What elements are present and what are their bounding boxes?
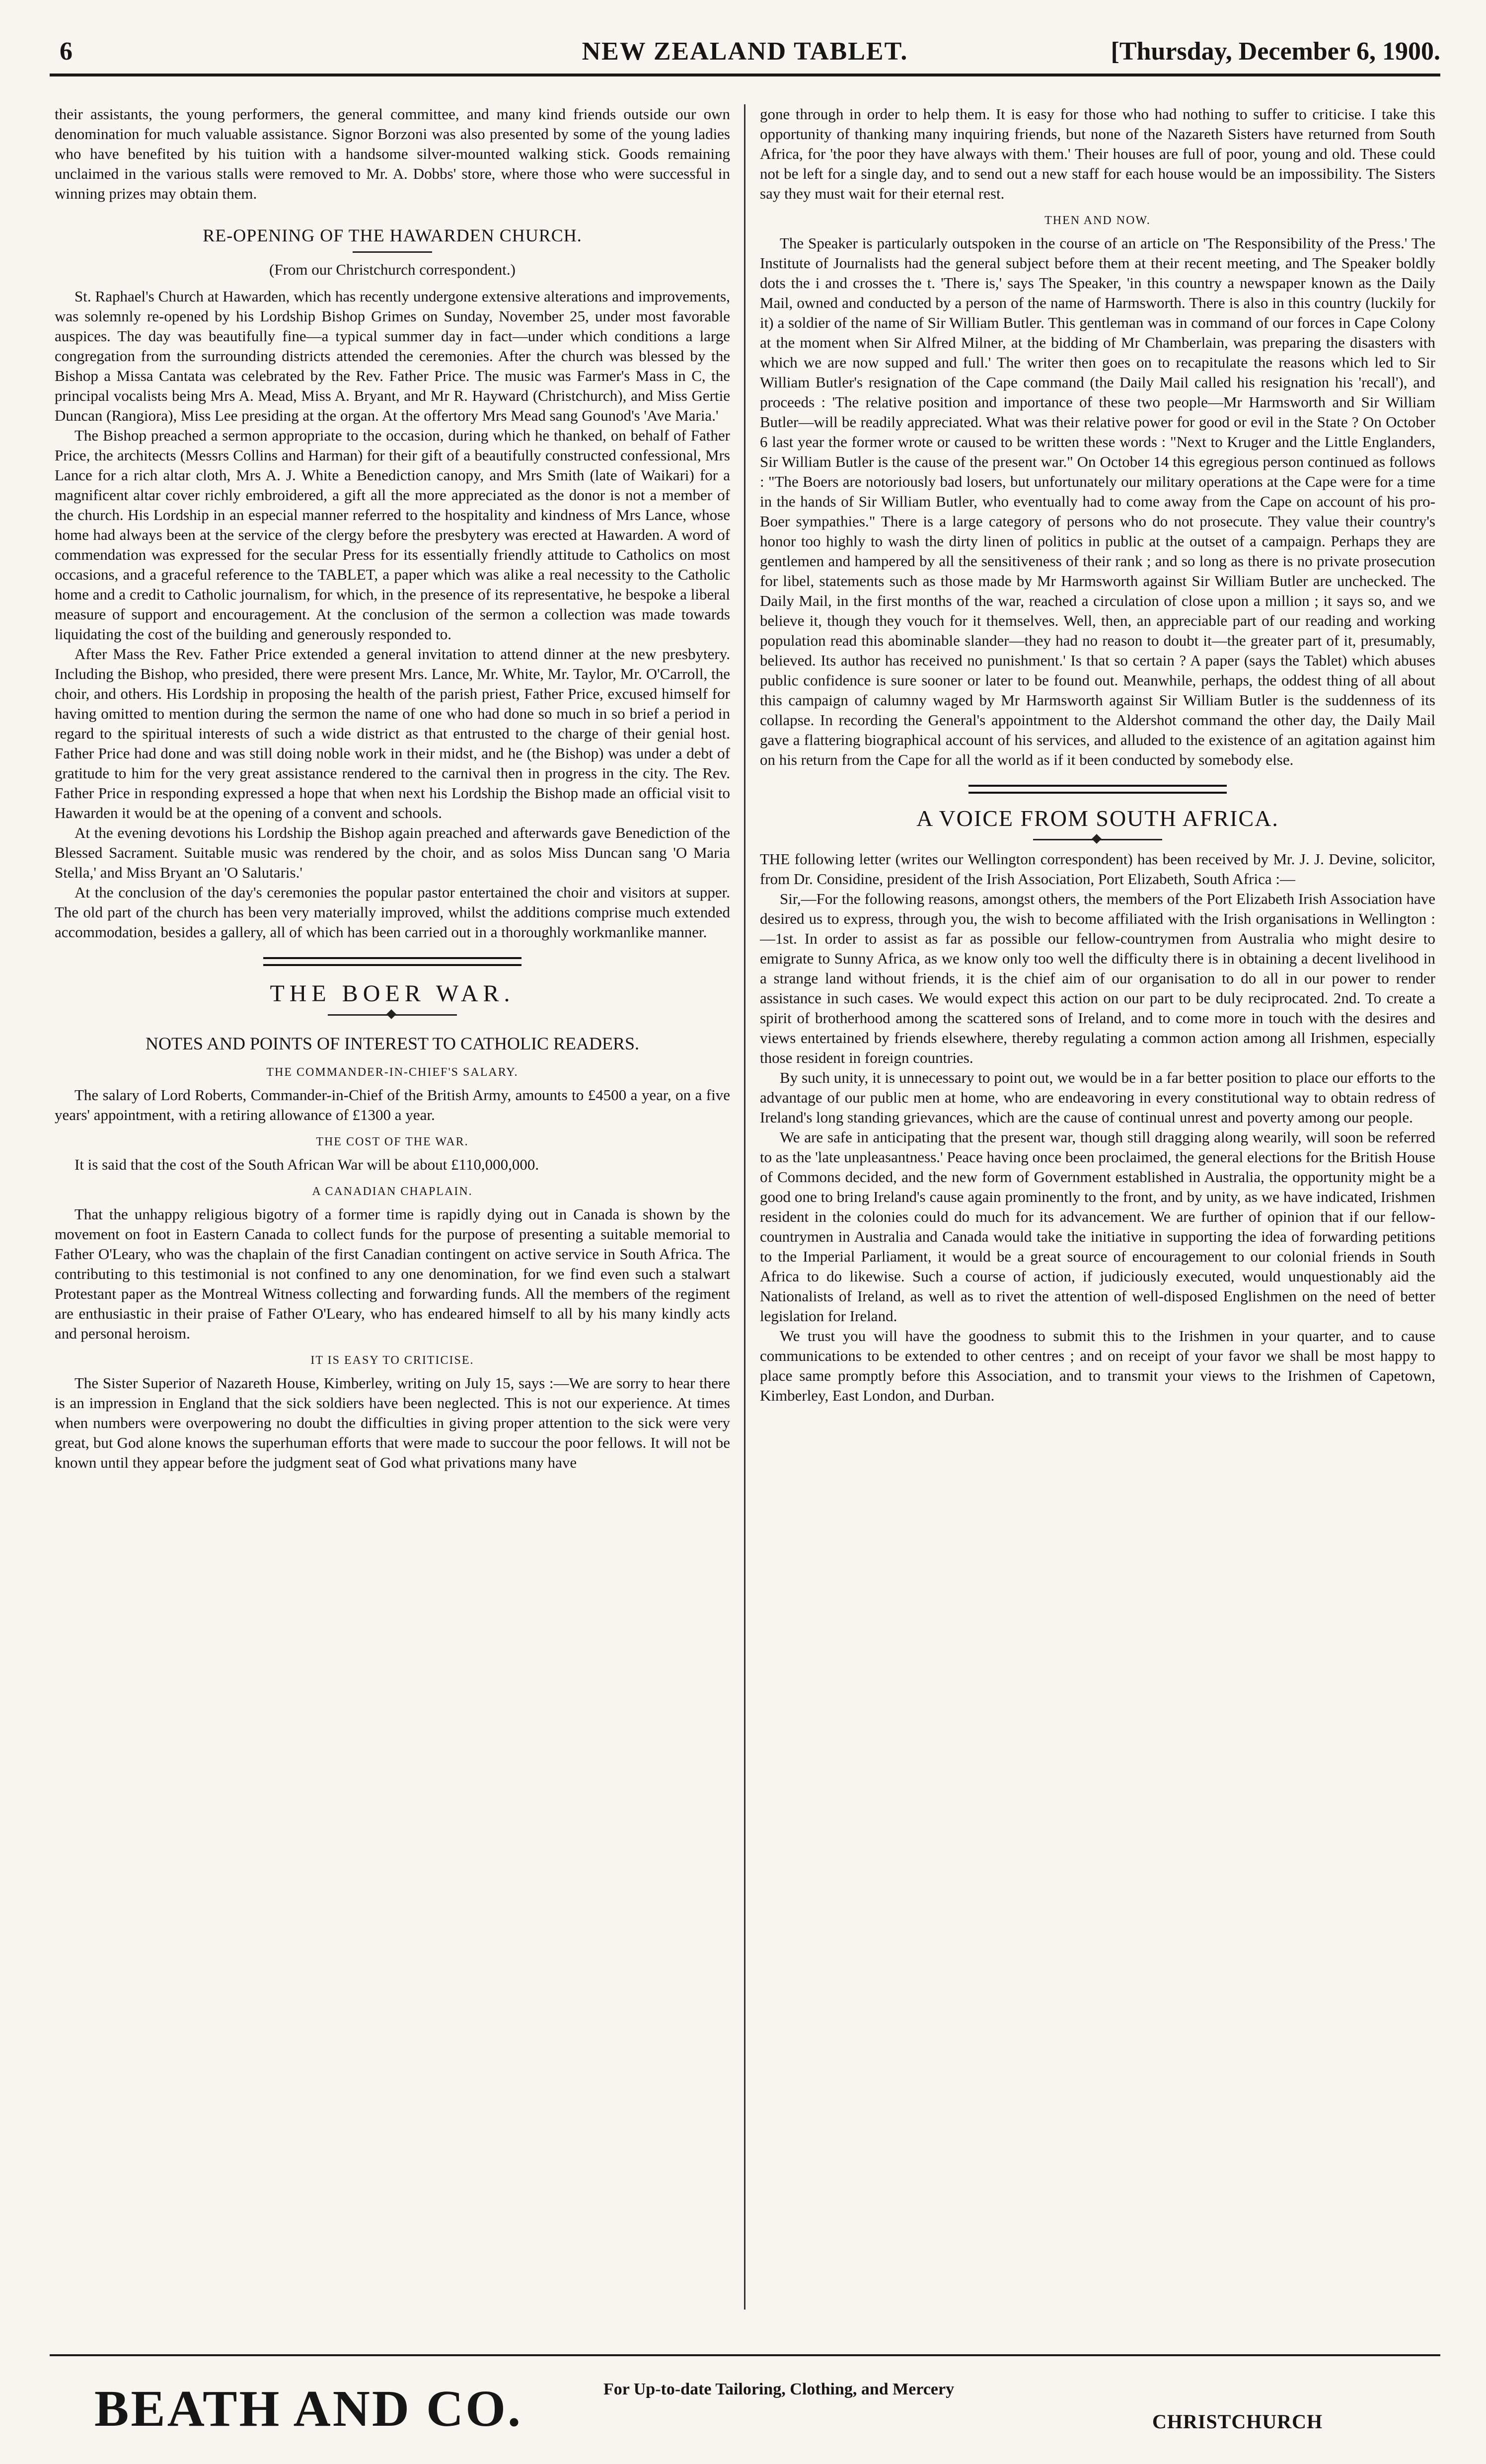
voice-paragraph: We trust you will have the goodness to submit this to the Irishmen in your quarter, and to cause communications to be extended to other centres ; and on receipt of your favor we shall be most happy to place same promptly before this Association, and to transmit your views to the Irishmen of Capetown, Kimberley, East London, and Durban. — [760, 1327, 1435, 1404]
section-rule — [968, 785, 1227, 794]
ornament-rule — [1033, 834, 1162, 844]
hawarden-paragraph: At the evening devotions his Lordship the Bishop again preached and afterwards gave Benediction of the Blessed Sacrament. Suitable music was rendered by the choir, and as solos Miss Duncan sang 'O Maria Stella,' and Miss Bryant an 'O Salutaris.' — [55, 824, 730, 881]
boer-war-heading: THE BOER WAR. — [270, 980, 515, 1007]
newspaper-title: NEW ZEALAND TABLET. — [582, 37, 908, 66]
section-title: IT IS EASY TO CRITICISE. — [310, 1354, 474, 1367]
header-rule — [50, 74, 1440, 76]
then-and-now-title: THEN AND NOW. — [1044, 214, 1151, 227]
issue-date: [Thursday, December 6, 1900. — [1111, 37, 1440, 66]
section-text: The salary of Lord Roberts, Commander-in-Chief of the British Army, amounts to £4500 a year, on a five years' appointment, with a retiring allowance of £1300 a year. — [55, 1086, 730, 1123]
advert-name: BEATH AND CO. — [94, 2380, 522, 2437]
voice-paragraph: By such unity, it is unnecessary to point out, we would be in a far better position to place our efforts to the advantage of our public men at home, who are endeavoring in every constitutional way to obtain redress of Ireland's long standing grievances, which are the cause of continual unrest and poverty among our people. — [760, 1069, 1435, 1126]
voice-paragraph: Sir,—For the following reasons, amongst others, the members of the Port Elizabeth Irish Association have desired us to express, through you, the wish to become affiliated with the Irish organisations in Wellington :—1st. In order to assist as far as possible our fellow-countrymen from Australia who might desire to emigrate to Sunny Africa, as we know only too well the difficulty there is in obtaining a decent livelihood in a strange land without friends, it is the chief aim of our organisation to do all in our power to render assistance in such cases. We would expect this action on our part to be duly reciprocated. 2nd. To create a spirit of brotherhood among the scattered sons of Ireland, and to come more in touch with the desires and views entertained by friends elsewhere, thereby regulating a common action among all Irishmen, especially those resident in foreign countries. — [760, 890, 1435, 1066]
heading-rule — [353, 251, 432, 253]
intro-paragraph: their assistants, the young performers, the general committee, and many kind friends outside our own denomination for much valuable assistance. Signor Borzoni was also presented by some of the young ladies who have benefited by his tuition with a handsome silver-mounted walking stick. Goods remaining unclaimed in the various stalls were removed to Mr. A. Dobbs' store, where those who were successful in winning prizes may obtain them. — [55, 105, 730, 202]
voice-heading: A VOICE FROM SOUTH AFRICA. — [916, 806, 1279, 831]
continuation-paragraph: gone through in order to help them. It is easy for those who had nothing to suffer to criticise. I take this opportunity of thanking many inquiring friends, but none of the Nazareth Sisters have returned from South Africa, for 'the poor they have always with them.' Their houses are full of poor, young and old. These could not be left for a single day, and to send out a new staff for each house would be an impossibility. The Sisters say they must wait for their eternal rest. — [760, 105, 1435, 202]
section-rule — [263, 957, 521, 966]
boer-war-subheading: NOTES AND POINTS OF INTEREST TO CATHOLIC READERS. — [145, 1034, 640, 1053]
advert-text: For Up-to-date Tailoring, Clothing, and Mercery — [603, 2380, 955, 2398]
advert-rule — [50, 2354, 1440, 2356]
hawarden-paragraph: At the conclusion of the day's ceremonies the popular pastor entertained the choir and visitors at supper. The old part of the church has been very materially improved, whilst the additions comprise much extended accommodation, besides a gallery, all of which has been carried out in a thoroughly workmanlike manner. — [55, 884, 730, 941]
section-title: THE COMMANDER-IN-CHIEF'S SALARY. — [266, 1066, 519, 1079]
advert-city: CHRISTCHURCH — [1152, 2410, 1323, 2433]
page-number: 6 — [60, 37, 73, 66]
hawarden-paragraph: After Mass the Rev. Father Price extended a general invitation to attend dinner at the new presbytery. Including the Bishop, who presided, there were present Mrs. Lance, Mr. White, Mr. Taylor, Mr. O'Carroll, the choir, and others. His Lordship in proposing the health of the parish priest, Father Price, excused himself for having omitted to mention during the sermon the name of one who had done so much in so brief a period in regard to the spiritual interests of such a wide district as that entrusted to the charge of their genial host. Father Price had done and was still doing noble work in their midst, and he (the Bishop) was under a debt of gratitude to him for the very great assistance rendered to the carnival then in progress in the city. The Rev. Father Price in responding expressed a hope that when next his Lordship the Bishop made an official visit to Hawarden it would be at the opening of a convent and schools. — [55, 645, 730, 821]
section-text: It is said that the cost of the South African War will be about £110,000,000. — [74, 1156, 539, 1173]
hawarden-paragraph: The Bishop preached a sermon appropriate to the occasion, during which he thanked, on behalf of Father Price, the architects (Messrs Collins and Harman) for their gift of a beautifully constructed confessional, Mrs Lance for a rich altar cloth, Mrs A. J. White a Benediction canopy, and Mrs Smith (late of Waikari) for a magnificent altar cover richly embroidered, a gift all the more appreciated as the donor is not a member of the church. His Lordship in an especial manner referred to the hospitality and kindness of Mrs Lance, whose home had always been at the service of the clergy before the presbytery was erected at Hawarden. A word of commendation was expressed for the secular Press for its essentially friendly attitude to Catholics on most occasions, and a graceful reference to the TABLET, a paper which was alike a real necessity to the Catholic home and a credit to Catholic journalism, for which, in the presence of its representative, he bespoke a liberal measure of support and encouragement. At the conclusion of the sermon a collection was made towards liquidating the cost of the building and generously responded to. — [55, 427, 730, 643]
voice-paragraph: We are safe in anticipating that the present war, though still dragging along wearily, will soon be referred to as the 'late unpleasantness.' Peace having once been proclaimed, the general elections for the British House of Commons decided, and the new form of Government established in Australia, the opportunity might be a good one to bring Ireland's cause again prominently to the front, and by unity, as we have indicated, Irishmen resident in the colonies could do much for its advancement. We are further of opinion that if our fellow-countrymen in Australia and Canada would take the initiative in supporting the idea of forwarding petitions to the Imperial Parliament, it would be a great source of encouragement to our colonial friends in South Africa to do likewise. Such a course of action, if judiciously executed, would unquestionably aid the Nationalists of Ireland, as well as to rivet the attention of well-disposed Englishmen on the need of better legislation for Ireland. — [760, 1128, 1435, 1325]
section-text: The Sister Superior of Nazareth House, Kimberley, writing on July 15, says :—We are sorry to hear there is an impression in England that the sick soldiers have been neglected. This is not our experience. At times when numbers were overpowering no doubt the difficulties in giving proper attention to the sick were very great, but God alone knows the superhuman efforts that were made to succour the poor fellows. It will not be known until they appear before the judgment seat of God what privations many have — [55, 1374, 730, 1471]
section-title: A CANADIAN CHAPLAIN. — [312, 1185, 473, 1198]
ornament-rule — [328, 1010, 457, 1020]
hawarden-paragraph: St. Raphael's Church at Hawarden, which has recently undergone extensive alterations and improvements, was solemnly re-opened by his Lordship Bishop Grimes on Sunday, November 25, under most favorable auspices. The day was beautifully fine—a typical summer day in fact—under which conditions a large congregation from the surrounding districts attended the ceremonies. After the church was blessed by the Bishop a Missa Cantata was celebrated by the Rev. Father Price. The music was Farmer's Mass in C, the principal vocalists being Mrs A. Mead, Miss A. Bryant, and Mr R. Hayward (Christchurch), and Miss Gertie Duncan (Rangiora), Miss Lee presiding at the organ. At the offertory Mrs Mead sang Gounod's 'Ave Maria.' — [55, 288, 730, 424]
column-divider — [744, 104, 745, 2310]
voice-intro: THE following letter (writes our Wellington correspondent) has been received by Mr. J. J. Devine, solicitor, from Dr. Considine, president of the Irish Association, Port Elizabeth, South Africa :— — [760, 850, 1435, 888]
section-text: That the unhappy religious bigotry of a former time is rapidly dying out in Canada is shown by the movement on foot in Eastern Canada to collect funds for the purpose of presenting a suitable memorial to Father O'Leary, who was the chaplain of the first Canadian contingent on active service in South Africa. The contributing to this testimonial is not confined to any one denomination, for we find even such a stalwart Protestant paper as the Montreal Witness collecting and forwarding funds. All the members of the regiment are enthusiastic in their praise of Father O'Leary, who has endeared himself to all by his many kindly acts and personal heroism. — [55, 1205, 730, 1342]
hawarden-heading: RE-OPENING OF THE HAWARDEN CHURCH. — [203, 225, 582, 245]
then-and-now-paragraph: The Speaker is particularly outspoken in the course of an article on 'The Responsibility of the Press.' The Institute of Journalists had the general subject before them at their recent meeting, and The Speaker boldly dots the i and crosses the t. 'There is,' says The Speaker, 'in this country a newspaper known as the Daily Mail, owned and conducted by a person of the name of Harmsworth. There is also in this country (luckily for it) a soldier of the name of Sir William Butler. This gentleman was in command of our forces in Cape Colony at the moment when Sir Alfred Milner, at the bidding of Mr Chamberlain, was preparing the disasters with which we are now supped and full.' The writer then goes on to recapitulate the reasons which led to Sir William Butler's resignation of the Cape command (the Daily Mail called his resignation his 'recall'), and proceeds : 'The relative position and importance of these two people—Mr Harmsworth and Sir William Butler—will be readily appreciated. What was their relative power for good or evil in the State ? On October 6 last year the former wrote or caused to be written these words : "Next to Kruger and the Little Englanders, Sir William Butler is the cause of the present war." On October 14 this egregious person continued as follows : "The Boers are notoriously bad losers, but unfortunately our military operations at the Cape were for a time in the hands of Sir William Butler, who eventually had to come away from the Cape on account of his pro-Boer sympathies." There is a large category of persons who do not prosecute. They value their country's honor too highly to wash the dirty linen of politics in public at the outset of a campaign. Perhaps they are gentlemen and hampered by all the sensitiveness of their rank ; and so long as there is no private prosecution for libel, statements such as those made by Mr Harmsworth against Sir William Butler are unchecked. The Daily Mail, in the first months of the war, reached a circulation of close upon a million ; it says so, and we believe it, though they vouch for it themselves. Well, then, an appreciable part of our reading and working population read this abominable slander—they had no reason to doubt it—the greater part of it, presumably, believed. Its author has received no punishment.' Is that so certain ? A paper (says the Tablet) which abuses public confidence is sure sooner or later to be found out. Meanwhile, perhaps, the oddest thing of all about this campaign of calumny waged by Mr Harmsworth against Sir William Butler is the suddenness of its collapse. In recording the General's appointment to the Aldershot command the other day, the Daily Mail gave a flattering biographical account of his services, and alluded to the existence of an agitation against him on his return from the Cape for all the world as if it been conducted by somebody else. — [760, 234, 1435, 768]
hawarden-byline: (From our Christchurch correspondent.) — [269, 261, 516, 278]
left-column — [55, 104, 730, 2310]
right-column — [760, 104, 1435, 2310]
section-title: THE COST OF THE WAR. — [316, 1135, 469, 1148]
masthead — [50, 30, 1440, 70]
